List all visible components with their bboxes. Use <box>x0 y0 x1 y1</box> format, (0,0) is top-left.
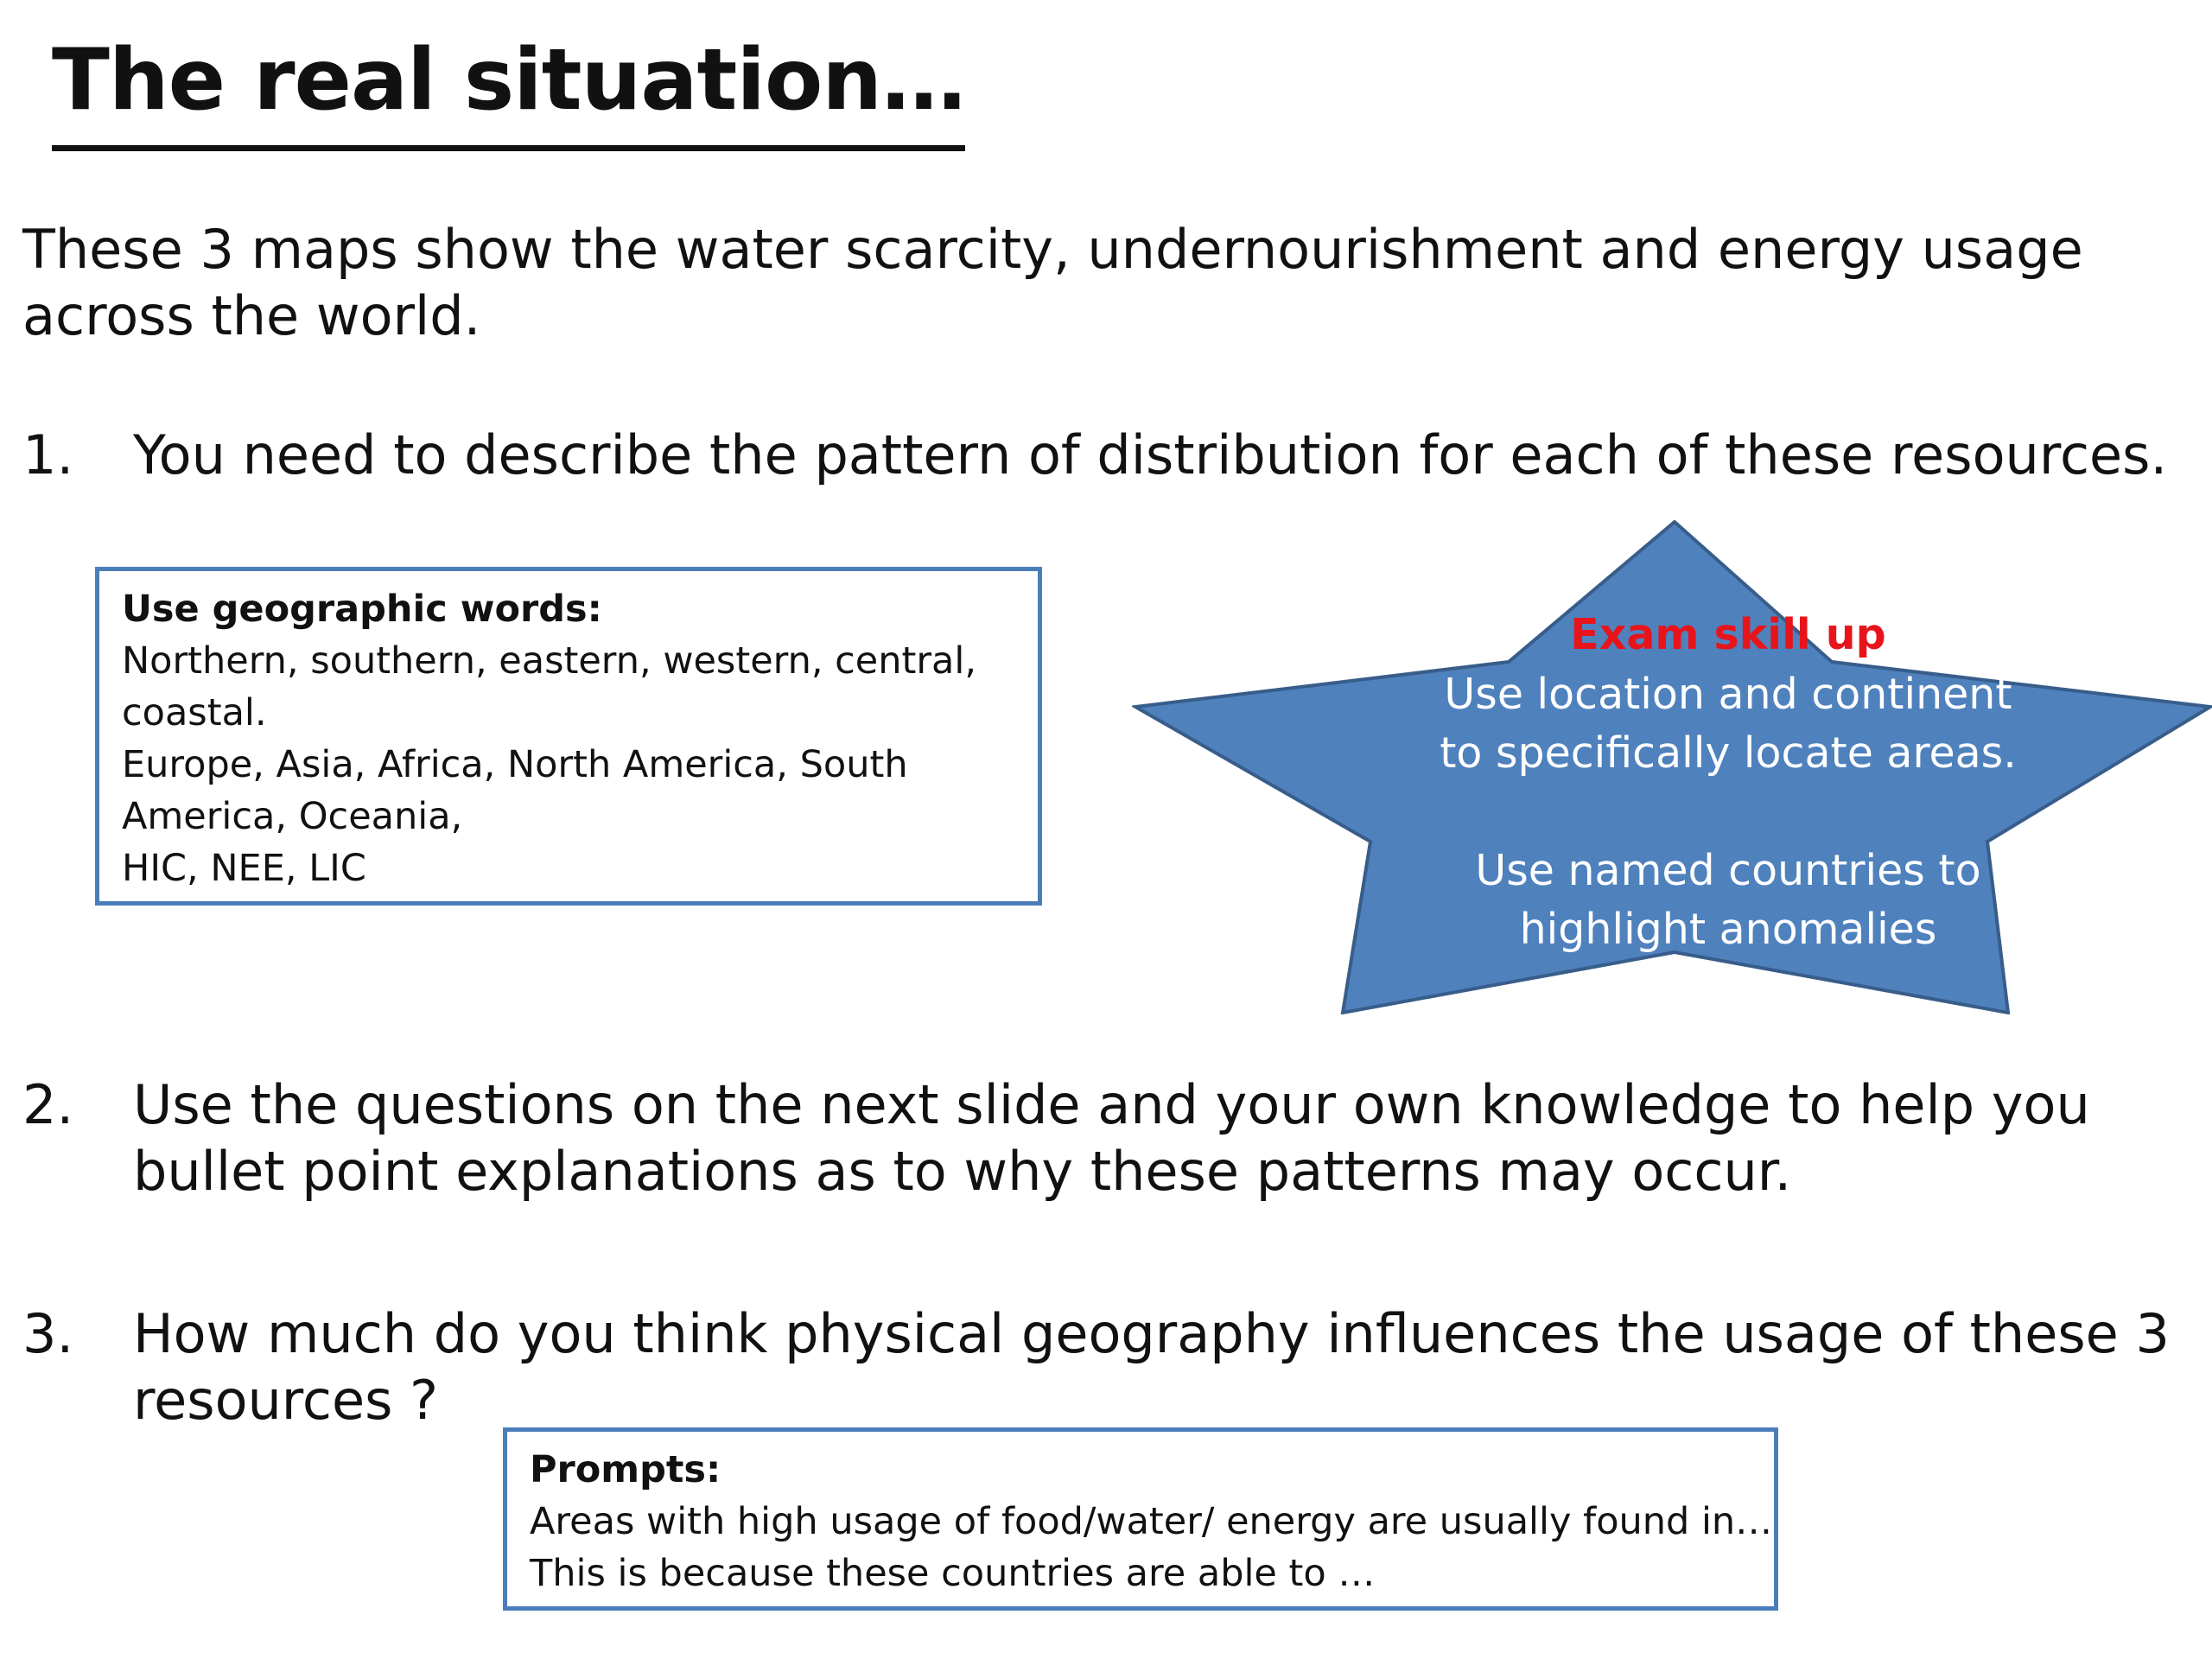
geographic-words-line: HIC, NEE, LIC <box>122 847 366 890</box>
prompt-line: Areas with high usage of food/water/ energy are usually found in… <box>530 1500 1773 1543</box>
star-line: Use location and continent <box>1444 670 2012 719</box>
question-3 <box>22 1300 2183 1433</box>
exam-skill-star <box>1132 520 2212 1014</box>
star-line: to specifically locate areas. <box>1440 728 2017 778</box>
question-number: 3. <box>22 1302 74 1365</box>
slide-title: The real situation… <box>52 16 965 151</box>
geographic-words-heading: Use geographic words: <box>122 588 602 631</box>
prompts-heading: Prompts: <box>530 1448 721 1491</box>
star-line: highlight anomalies <box>1519 905 1937 954</box>
question-2 <box>22 1071 2183 1205</box>
question-text: How much do you think physical geography influences the usage of these 3 resources ? <box>133 1302 2170 1432</box>
question-text: Use the questions on the next slide and your own knowledge to help you bullet point explanations as to why these patterns may occur. <box>133 1073 2090 1203</box>
question-text: You need to describe the pattern of distribution for each of these resources. <box>133 423 2168 486</box>
star-heading: Exam skill up <box>1570 610 1886 659</box>
question-number: 2. <box>22 1073 74 1136</box>
geographic-words-box <box>95 567 1042 906</box>
prompts-box <box>503 1427 1778 1611</box>
star-text <box>1339 605 2117 959</box>
star-spacer <box>1339 783 2117 842</box>
star-line: Use named countries to <box>1475 846 1981 895</box>
prompt-line: This is because these countries are able to … <box>530 1552 1376 1595</box>
question-number: 1. <box>22 423 74 486</box>
intro-text: These 3 maps show the water scarcity, undernourishment and energy usage across the world. <box>22 218 2083 347</box>
geographic-words-line: Northern, southern, eastern, western, central, coastal. <box>122 639 977 734</box>
geographic-words-line: Europe, Asia, Africa, North America, South America, Oceania, <box>122 743 908 838</box>
question-1 <box>22 422 2183 488</box>
